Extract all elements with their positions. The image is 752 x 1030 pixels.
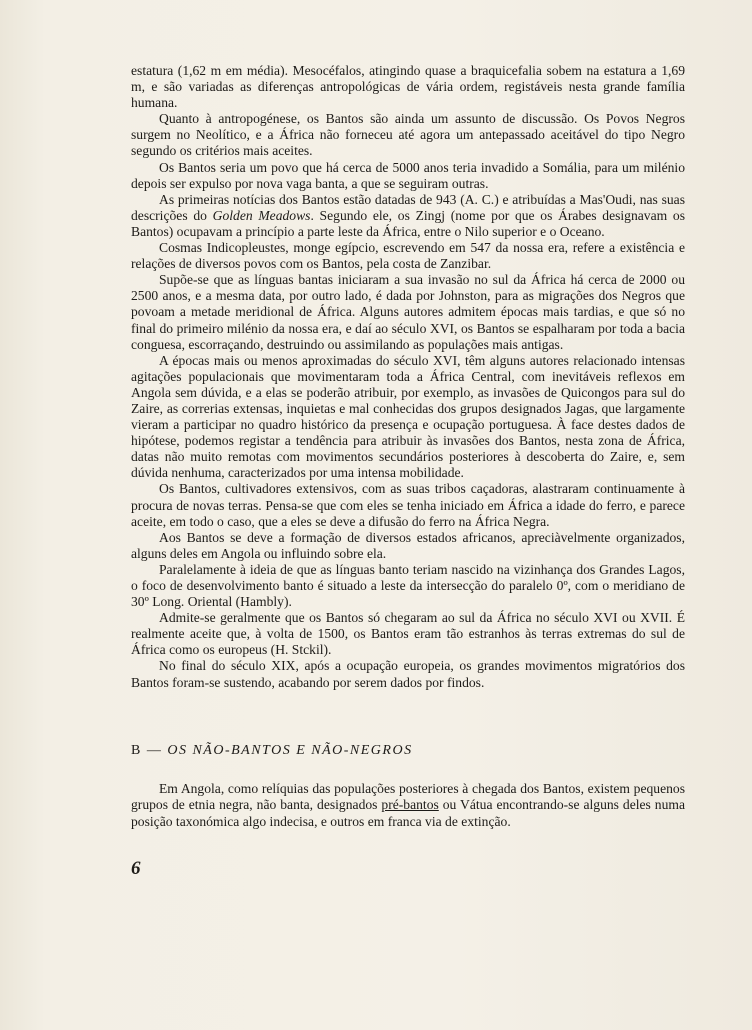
paragraph-10: Paralelamente à ideia de que as línguas banto teriam nascido na vizinhança dos Grandes Lagos, o foco de desenvolvimento banto é situado a leste da intersecção do paralelo 0º, com o meridiano de 30º Long. Oriental (Hambly). (131, 561, 685, 610)
paragraph-1: estatura (1,62 m em média). Mesocéfalos, atingindo quase a braquicefalia sobem na estatura a 1,69 m, e são variadas as diferenças antropológicas de vária ordem, registáveis nesta grande família humana. (131, 63, 685, 111)
section-heading (131, 743, 685, 759)
paragraph-4-lead: As primeiras notícias dos Bantos estão datadas de 943 (A. C.) e atribuídas a Mas'Oudi, nas suas descrições do (131, 191, 685, 223)
pre-bantos-term: pré-bantos (381, 797, 439, 813)
section-body (131, 781, 685, 830)
paragraph-4-rest: . Segundo ele, os Zingj (nome por que os Árabes designavam os Bantos) ocupavam a princípio a parte leste da África, entre o Nilo superior e o Oceano. (131, 207, 685, 239)
paragraph-3: Os Bantos seria um povo que há cerca de 5000 anos teria invadido a Somália, para um milénio depois ser expulso por nova vaga banta, a que se seguiram outras. (131, 159, 685, 191)
section-title: OS NÃO-BANTOS E NÃO-NEGROS (167, 743, 413, 758)
page-number: 6 (131, 858, 141, 879)
section-prefix: B — (131, 743, 168, 758)
paragraph-5: Cosmas Indicopleustes, monge egípcio, escrevendo em 547 da nossa era, refere a existência e relações de diversos povos com os Bantos, pela costa de Zanzibar. (131, 240, 685, 272)
body-text (131, 63, 685, 691)
book-title: Golden Meadows (212, 207, 311, 223)
paragraph-7: A épocas mais ou menos aproximadas do século XVI, têm alguns autores relacionado intensas agitações populacionais que movimentaram toda a África Central, com inevitáveis reflexos em Angola sem dúvida, e a elas se poderão atribuir, por exemplo, as invasões de Quicongos para sul do Zaire, as correrias extensas, inquietas e mal conhecidas dos grupos designados Jagas, que largamente vieram a participar no quadro histórico da presença e ocupação portuguesa. À face destes dados de hipótese, podemos registar a tendência para atribuir às invasões dos Bantos, nesta zona de África, datas não muito remotas com movimentos secundários posteriores à descoberta do Zaire, e, sem dúvida nenhuma, caracterizados por uma intensa mobilidade. (131, 352, 685, 481)
paragraph-11: Admite-se geralmente que os Bantos só chegaram ao sul da África no século XVI ou XVII. É realmente aceite que, à volta de 1500, os Bantos eram tão estranhos às terras extremas do sul de África como os europeus (H. Stckil). (131, 610, 685, 658)
section-paragraph (131, 781, 685, 830)
paragraph-2: Quanto à antropogénese, os Bantos são ainda um assunto de discussão. Os Povos Negros surgem no Neolítico, e a África não forneceu até agora um antepassado aceitável do tipo Negro segundo os critérios mais aceites. (131, 111, 685, 159)
paragraph-8: Os Bantos, cultivadores extensivos, com as suas tribos caçadoras, alastraram continuamente à procura de novas terras. Pensa-se que com eles se tenha iniciado em África a idade do ferro, e parece aceite, em todo o caso, que a eles se deve a difusão do ferro na África Negra. (131, 481, 685, 529)
paragraph-6: Supõe-se que as línguas bantas iniciaram a sua invasão no sul da África há cerca de 2000 ou 2500 anos, e a mesma data, por outro lado, é dada por Johnston, para as migrações dos Negros que povoam a metade meridional de África. Alguns autores admitem épocas mais tardias, e que só no final do primeiro milénio da nossa era, e daí ao século XVI, os Bantos se espalharam por toda a bacia conguesa, escorraçando, destruindo ou assimilando as populações mais antigas. (131, 272, 685, 352)
paragraph-4 (131, 192, 685, 240)
paragraph-9: Aos Bantos se deve a formação de diversos estados africanos, apreciàvelmente organizados, alguns deles em Angola ou influindo sobre ela. (131, 529, 685, 561)
paragraph-12: No final do século XIX, após a ocupação europeia, os grandes movimentos migratórios dos Bantos foram-se sustendo, acabando por serem dados por findos. (131, 658, 685, 690)
section-paragraph-before: Em Angola, como relíquias das populações posteriores à chegada dos Bantos, existem pequenos grupos de etnia negra, não banta, designados (131, 781, 685, 813)
section-paragraph-after: ou Vátua encontrando-se alguns deles numa posição taxonómica algo indecisa, e outros em franca via de extinção. (131, 797, 685, 829)
